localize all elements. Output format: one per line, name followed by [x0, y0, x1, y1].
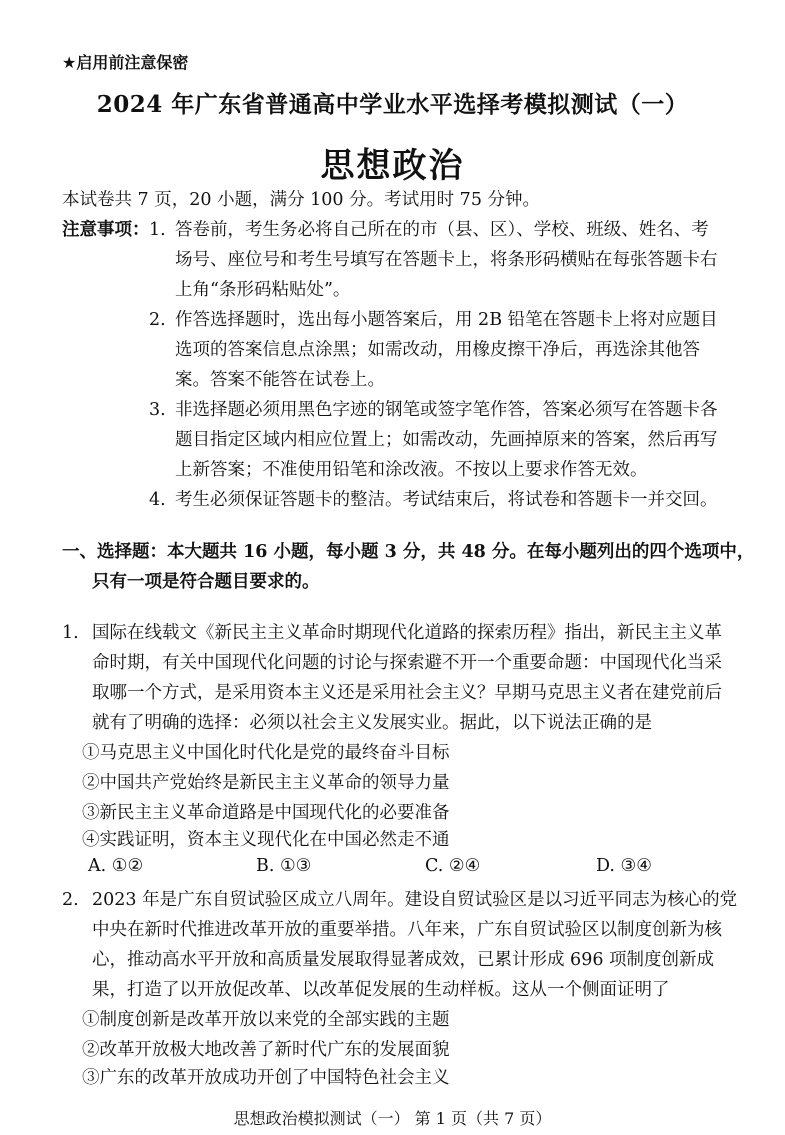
question-line: 命时期，有关中国现代化问题的讨论与探索避不开一个重要命题：中国现代化当采 [92, 653, 722, 673]
question-line: 果，打造了以开放促改革、以改革促发展的生动样板。这从一个侧面证明了 [92, 980, 670, 1000]
statement: ①制度创新是改革开放以来党的全部实践的主题 [82, 1010, 450, 1030]
notice-item-line: 上新答案；不准使用铅笔和涂改液。不按以上要求作答无效。 [175, 460, 648, 480]
notice-item-line: 场号、座位号和考生号填写在答题卡上，将条形码横贴在每张答题卡右 [175, 250, 718, 270]
notice-item-number: 1. [149, 220, 166, 240]
section-heading: 一、选择题：本大题共 16 小题，每小题 3 分，共 48 分。在每小题列出的四个选项中， [62, 542, 755, 562]
exam-title: 2024 年广东省普通高中学业水平选择考模拟测试（一） [96, 91, 689, 118]
statement: ③广东的改革开放成功开创了中国特色社会主义 [82, 1068, 450, 1088]
question-line: 取哪一个方式，是采用资本主义还是采用社会主义？早期马克思主义者在建党前后 [92, 683, 722, 703]
notice-item-line: 案。答案不能答在试卷上。 [175, 370, 385, 390]
question-line: 就有了明确的选择：必须以社会主义发展实业。据此，以下说法正确的是 [92, 713, 652, 733]
option-b: B. ①③ [256, 856, 312, 876]
statement: ④实践证明，资本主义现代化在中国必然走不通 [82, 830, 450, 850]
notice-item-line: 非选择题必须用黑色字迹的钢笔或签字笔作答，答案必须写在答题卡各 [175, 400, 718, 420]
notice-item-number: 4. [149, 490, 166, 510]
notice-item-number: 2. [149, 310, 166, 330]
option-d: D. ③④ [596, 856, 652, 876]
statement: ②改革开放极大地改善了新时代广东的发展面貌 [82, 1040, 450, 1060]
notice-item-line: 作答选择题时，选出每小题答案后，用 2B 铅笔在答题卡上将对应题目 [175, 310, 718, 330]
statement: ②中国共产党始终是新民主主义革命的领导力量 [82, 773, 450, 793]
question-line: 中央在新时代推进改革开放的重要举措。八年来，广东自贸试验区以制度创新为核 [92, 920, 722, 940]
question-line: 心，推动高水平开放和高质量发展取得显著成效，已累计形成 696 项制度创新成 [92, 950, 715, 970]
confidential-mark: ★启用前注意保密 [62, 53, 189, 72]
statement: ③新民主主义革命道路是中国现代化的必要准备 [82, 803, 450, 823]
notice-item-line: 选项的答案信息点涂黑；如需改动，用橡皮擦干净后，再选涂其他答 [175, 340, 700, 360]
notice-item-line: 题目指定区域内相应位置上；如需改动，先画掉原来的答案，然后再写 [175, 430, 718, 450]
question-line: 国际在线载文《新民主主义革命时期现代化道路的探索历程》指出，新民主主义革 [92, 623, 722, 643]
notice-item-line: 考生必须保证答题卡的整洁。考试结束后，将试卷和答题卡一并交回。 [175, 490, 718, 510]
intro-text: 本试卷共 7 页，20 小题，满分 100 分。考试用时 75 分钟。 [62, 190, 541, 210]
statement: ①马克思主义中国化时代化是党的最终奋斗目标 [82, 743, 450, 763]
question-number: 2. [62, 890, 79, 910]
notice-item-line: 答卷前，考生务必将自己所在的市（县、区）、学校、班级、姓名、考 [175, 220, 709, 240]
subject-title: 思想政治 [320, 146, 465, 186]
option-c: C. ②④ [425, 856, 481, 876]
notice-item-line: 上角“条形码粘贴处”。 [175, 280, 351, 300]
question-line: 2023 年是广东自贸试验区成立八周年。建设自贸试验区是以习近平同志为核心的党 [92, 890, 738, 910]
notice-label: 注意事项： [62, 220, 150, 240]
notice-item-number: 3. [149, 400, 166, 420]
page-footer: 思想政治模拟测试（一） 第 1 页（共 7 页） [233, 1109, 552, 1128]
section-heading: 只有一项是符合题目要求的。 [92, 572, 320, 592]
option-a: A. ①② [88, 856, 144, 876]
question-number: 1. [62, 623, 79, 643]
